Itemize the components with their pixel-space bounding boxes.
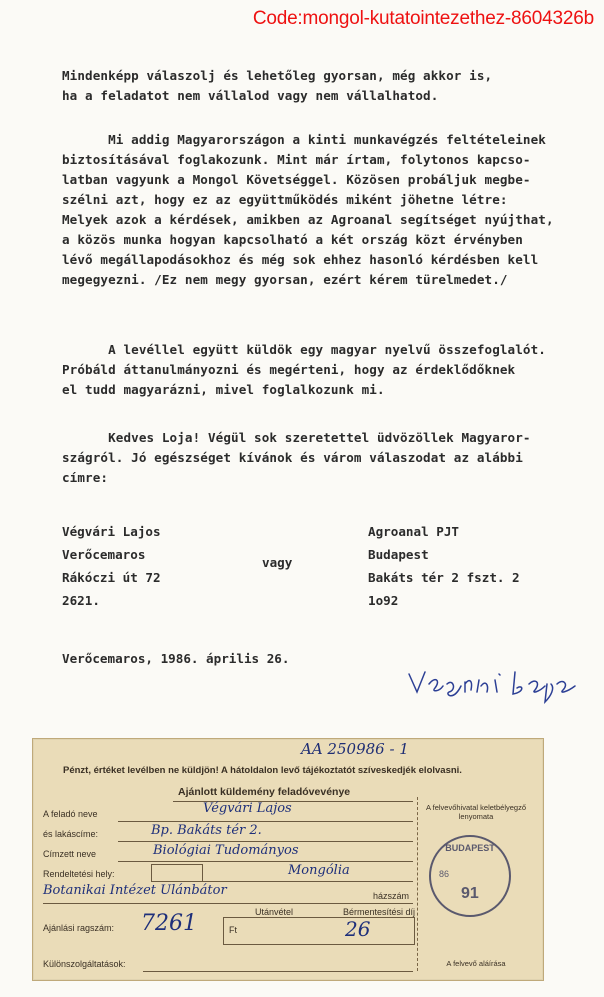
- divider: [118, 841, 413, 842]
- divider: [118, 861, 413, 862]
- divider: [118, 821, 413, 822]
- recipient-handwritten: Biológiai Tudományos: [153, 843, 299, 858]
- divider: [203, 881, 413, 882]
- address-right: [368, 520, 520, 612]
- sender-handwritten: Végvári Lajos: [203, 801, 292, 816]
- address-line: 2621.: [62, 593, 100, 608]
- address-line: 1o92: [368, 593, 399, 608]
- paragraph-2: Mi addig Magyarországon a kinti munkavégzés feltételeinek biztosításával foglakozunk. Mint már írtam, folytonos kapcso- latban vagyunk a Mongol Követséggel. Közösen probáljuk megbe- szélni azt, hogy ez az együttműködés miként jöhetne létre: Melyek azok a kérdések, amikben az Agroanal segítséget nyújthat, a közös munka hogyan kapcsolható a két ország közt érvényben lévő megállapodásokhoz és még sok ehhez hasonló kérdésben kell megegyezni. /Ez nem megy gyorsan, ezért kérem türelmedet./: [62, 132, 554, 287]
- cod-label: Utánvétel: [255, 907, 294, 917]
- fee-handwritten: 26: [345, 917, 371, 941]
- postmark-year: 86: [439, 869, 450, 879]
- ft-label: Ft: [229, 925, 237, 935]
- reg-number-handwritten: 7261: [141, 911, 197, 936]
- divider: [143, 971, 413, 972]
- address-label: és lakáscíme:: [43, 829, 99, 839]
- address-line: Bakáts tér 2 fszt. 2: [368, 570, 520, 585]
- fee-label: Bérmentesítési díj: [343, 907, 416, 917]
- receipt-handwritten-number: AA 250986 - 1: [301, 740, 409, 758]
- or-word: vagy: [262, 555, 293, 570]
- postcode-box: [151, 864, 203, 882]
- street-suffix-label: házszám: [373, 891, 410, 901]
- code-header: Code:mongol-kutatointezethez-8604326b: [252, 8, 594, 29]
- paragraph-3: A levéllel együtt küldök egy magyar nyelvű összefoglalót. Próbáld áttanulmányozni és megérteni, hogy az érdeklődőknek el tudd magyarázni, mivel foglalkozunk mi.: [62, 342, 546, 397]
- letter-date: Verőcemaros, 1986. április 26.: [62, 651, 290, 666]
- reg-number-label: Ajánlási ragszám:: [43, 923, 115, 933]
- signature-image: [405, 662, 585, 708]
- signature-label: A felvevő aláírása: [446, 959, 506, 968]
- address-line: Végvári Lajos: [62, 524, 161, 539]
- fee-box: [223, 917, 415, 945]
- destination-label: Rendeltetési hely:: [43, 869, 115, 879]
- receipt-warning: Pénzt, értéket levélben ne küldjön! A hátoldalon levő tájékoztatót szíveskedjék elolvasni.: [63, 765, 462, 776]
- paragraph-4: Kedves Loja! Végül sok szeretettel üdvözöllek Magyaror- szágról. Jó egészséget kívánok és várom válaszodat az alábbi címre:: [62, 430, 531, 485]
- divider: [43, 903, 413, 904]
- receipt-title: Ajánlott küldemény feladóvevénye: [178, 786, 351, 798]
- special-label: Különszolgáltatások:: [43, 959, 126, 969]
- office-stamp-label: A felvevőhivatal keletbélyegző lenyomata: [425, 803, 527, 821]
- postmark-stamp: [429, 835, 511, 917]
- address-line: Verőcemaros: [62, 547, 146, 562]
- address-line: Agroanal PJT: [368, 524, 459, 539]
- address-line: Rákóczi út 72: [62, 570, 161, 585]
- destination-handwritten: Mongólia: [288, 863, 350, 878]
- paragraph-1: Mindenképp válaszolj és lehetőleg gyorsan, még akkor is, ha a feladatot nem vállalod vagy nem vállalhatod.: [62, 68, 493, 103]
- street-handwritten: Botanikai Intézet Ulánbátor: [43, 883, 227, 898]
- recipient-label: Címzett neve: [43, 849, 97, 859]
- postmark-city: BUDAPEST: [445, 843, 495, 853]
- address-left: [62, 520, 161, 612]
- registered-mail-receipt: [32, 738, 544, 981]
- address-handwritten: Bp. Bakáts tér 2.: [151, 823, 262, 838]
- postmark-number: 91: [461, 885, 479, 902]
- address-line: Budapest: [368, 547, 429, 562]
- sender-label: A feladó neve: [43, 809, 98, 819]
